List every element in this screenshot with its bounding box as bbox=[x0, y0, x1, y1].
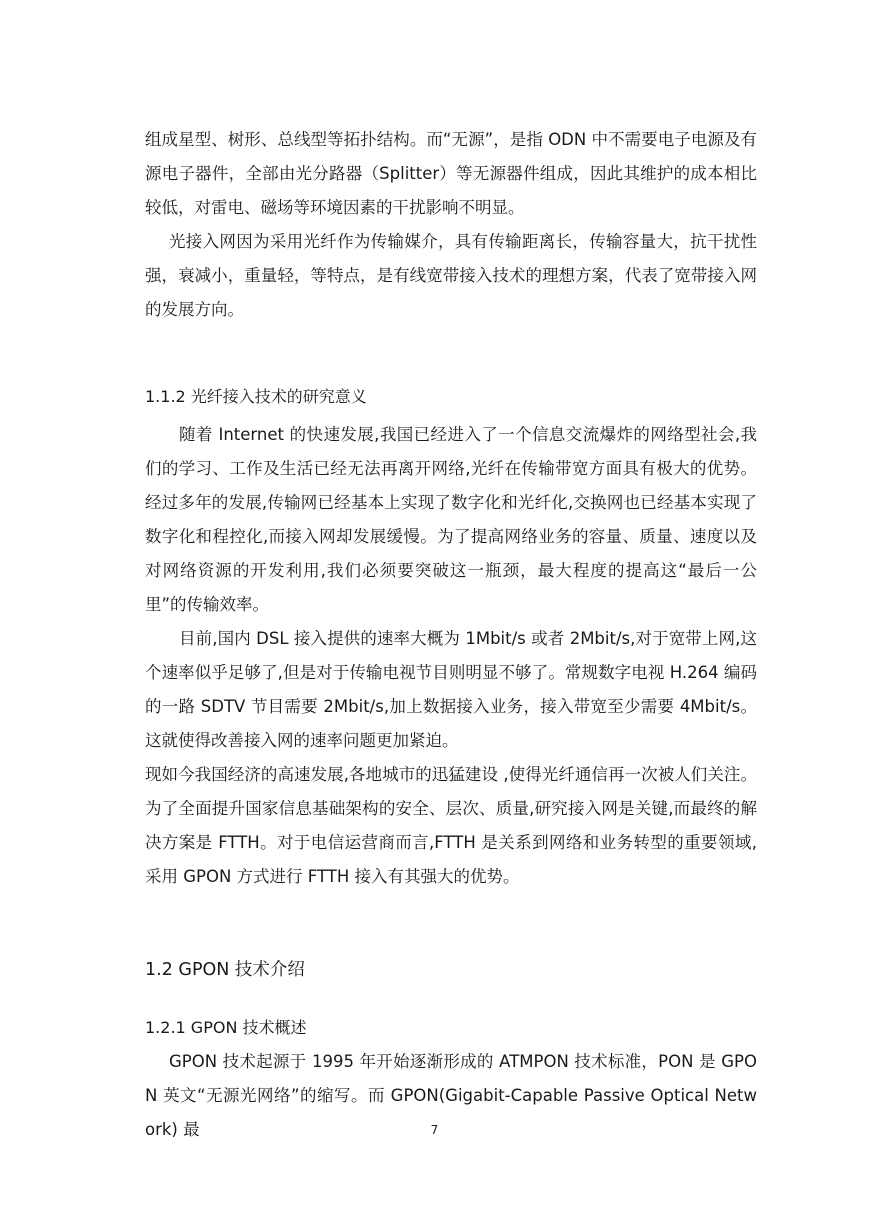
section-heading-1-2-1: 1.2.1 GPON 技术概述 bbox=[145, 1018, 307, 1037]
paragraph-odn-passive: 组成星型、树形、总线型等拓扑结构。而“无源”，是指 ODN 中不需要电子电源及有源电子器件，全部由光分路器（Splitter）等无源器件组成，因此其维护的成本相比较低，对雷电、磁场等环境因素的干扰影响不明显。 bbox=[145, 130, 757, 217]
section-heading-1-2: 1.2 GPON 技术介绍 bbox=[145, 960, 305, 980]
section-heading-1-1-2: 1.1.2 光纤接入技术的研究意义 bbox=[145, 387, 367, 406]
paragraph-ftth-solution: 现如今我国经济的高速发展,各地城市的迅猛建设 ,使得光纤通信再一次被人们关注。为了全面提升国家信息基础架构的安全、层次、质量,研究接入网是关键,而最终的解决方案是 FTTH。对于电信运营商而言,FTTH 是关系到网络和业务转型的重要领域,采用 GPON 方式进行 FTTH 接入有其强大的优势。 bbox=[145, 765, 757, 886]
page-number: 7 bbox=[430, 1123, 439, 1137]
paragraph-internet-development: 随着 Internet 的快速发展,我国已经进入了一个信息交流爆炸的网络型社会,我们的学习、工作及生活已经无法再离开网络,光纤在传输带宽方面具有极大的优势。经过多年的发展,传输网已经基本上实现了数字化和光纤化,交换网也已经基本实现了数字化和程控化,而接入网却发展缓慢。为了提高网络业务的容量、质量、速度以及对网络资源的开发利用,我们必须要突破这一瓶颈，最大程度的提高这“最后一公里”的传输效率。 bbox=[145, 425, 757, 614]
paragraph-optical-access-features: 光接入网因为采用光纤作为传输媒介，具有传输距离长，传输容量大，抗干扰性强，衰减小，重量轻，等特点，是有线宽带接入技术的理想方案，代表了宽带接入网的发展方向。 bbox=[145, 232, 757, 319]
paragraph-gpon-origin: GPON 技术起源于 1995 年开始逐渐形成的 ATMPON 技术标准，PON 是 GPON 英文“无源光网络”的缩写。而 GPON(Gigabit-Capable Passive Optical Network) 最 bbox=[145, 1052, 757, 1139]
paragraph-dsl-rate: 目前,国内 DSL 接入提供的速率大概为 1Mbit/s 或者 2Mbit/s,对于宽带上网,这个速率似乎足够了,但是对于传输电视节目则明显不够了。常规数字电视 H.264 编码的一路 SDTV 节目需要 2Mbit/s,加上数据接入业务，接入带宽至少需要 4Mbit/s。这就使得改善接入网的速率问题更加紧迫。 bbox=[145, 629, 757, 750]
